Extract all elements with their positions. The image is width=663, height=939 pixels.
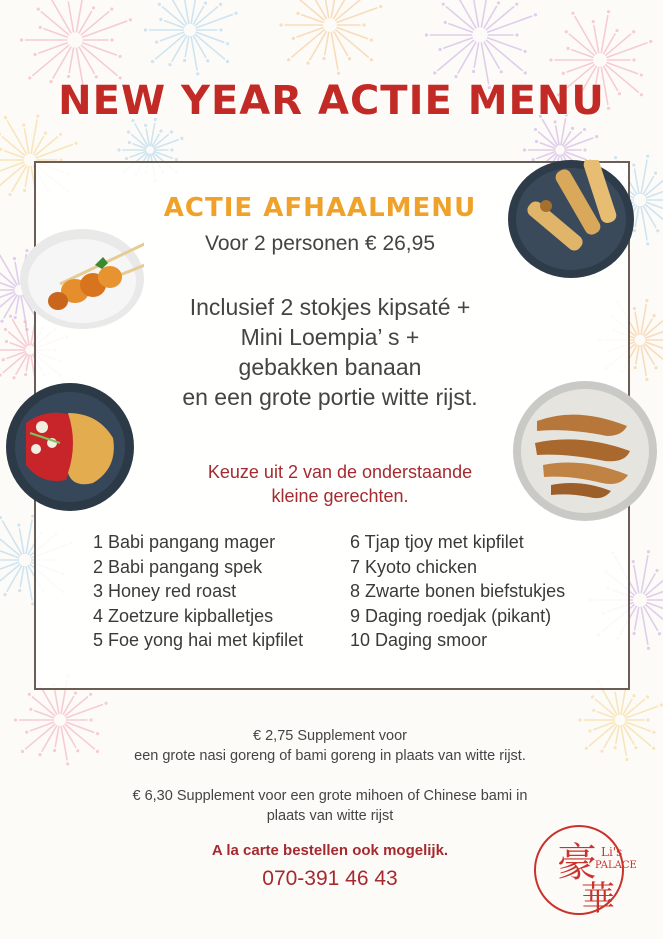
svg-text:華: 華 (581, 879, 615, 919)
phone-number: 070-391 46 43 (262, 867, 398, 890)
page-title: NEW YEAR ACTIE MENU (58, 78, 605, 124)
list-item: 1 Babi pangang mager (93, 532, 276, 552)
supplement-mihoen (60, 786, 600, 826)
supplement-line: plaats van witte rijst (266, 808, 394, 824)
choice-line: Keuze uit 2 van de onderstaande (207, 462, 473, 482)
includes-line: Inclusief 2 stokjes kipsaté + (189, 294, 471, 320)
alacarte-note: A la carte bestellen ook mogelijk. (211, 842, 449, 859)
menu-includes (120, 292, 540, 412)
logo-text-bottom: PALACE (595, 860, 637, 871)
spring-roll-dish-image (508, 160, 634, 278)
foe-yong-hai-dish-image (6, 383, 134, 511)
list-item: 7 Kyoto chicken (350, 556, 478, 577)
menu-subtitle: ACTIE AFHAALMENU (163, 193, 477, 223)
supplement-line: een grote nasi goreng of bami goreng in plaats van witte rijst. (134, 748, 526, 764)
list-item: 6 Tjap tjoy met kipfilet (350, 532, 524, 552)
includes-line: gebakken banaan (238, 354, 422, 380)
choice-line: kleine gerechten. (271, 486, 409, 506)
includes-line: Mini Loempia’ s + (240, 324, 420, 350)
includes-line: en een grote portie witte rijst. (182, 384, 478, 410)
list-item: 10 Daging smoor (350, 630, 488, 650)
svg-text:豪: 豪 (557, 840, 597, 886)
firework-burst (144, 0, 238, 75)
firework-burst (425, 0, 537, 89)
dish-list-right (350, 530, 565, 653)
list-item: 8 Zwarte bonen biefstukjes (350, 581, 566, 601)
supplement-rice-noodles (60, 726, 600, 766)
list-item: 2 Babi pangang spek (93, 556, 263, 577)
list-item: 9 Daging roedjak (pikant) (350, 605, 552, 626)
firework-burst (279, 0, 382, 75)
list-item: 5 Foe yong hai met kipfilet (93, 630, 304, 650)
dish-list-left (93, 530, 303, 653)
list-item: 4 Zoetzure kipballetjes (93, 605, 274, 626)
list-item: 3 Honey red roast (93, 581, 237, 601)
supplement-line: € 2,75 Supplement voor (253, 728, 407, 744)
menu-price: Voor 2 personen € 26,95 (204, 232, 435, 255)
supplement-line: € 6,30 Supplement voor een grote mihoen of Chinese bami in (132, 788, 528, 804)
lis-palace-logo (527, 818, 645, 922)
logo-text-top: Li's (601, 845, 623, 859)
choice-text (140, 460, 540, 508)
